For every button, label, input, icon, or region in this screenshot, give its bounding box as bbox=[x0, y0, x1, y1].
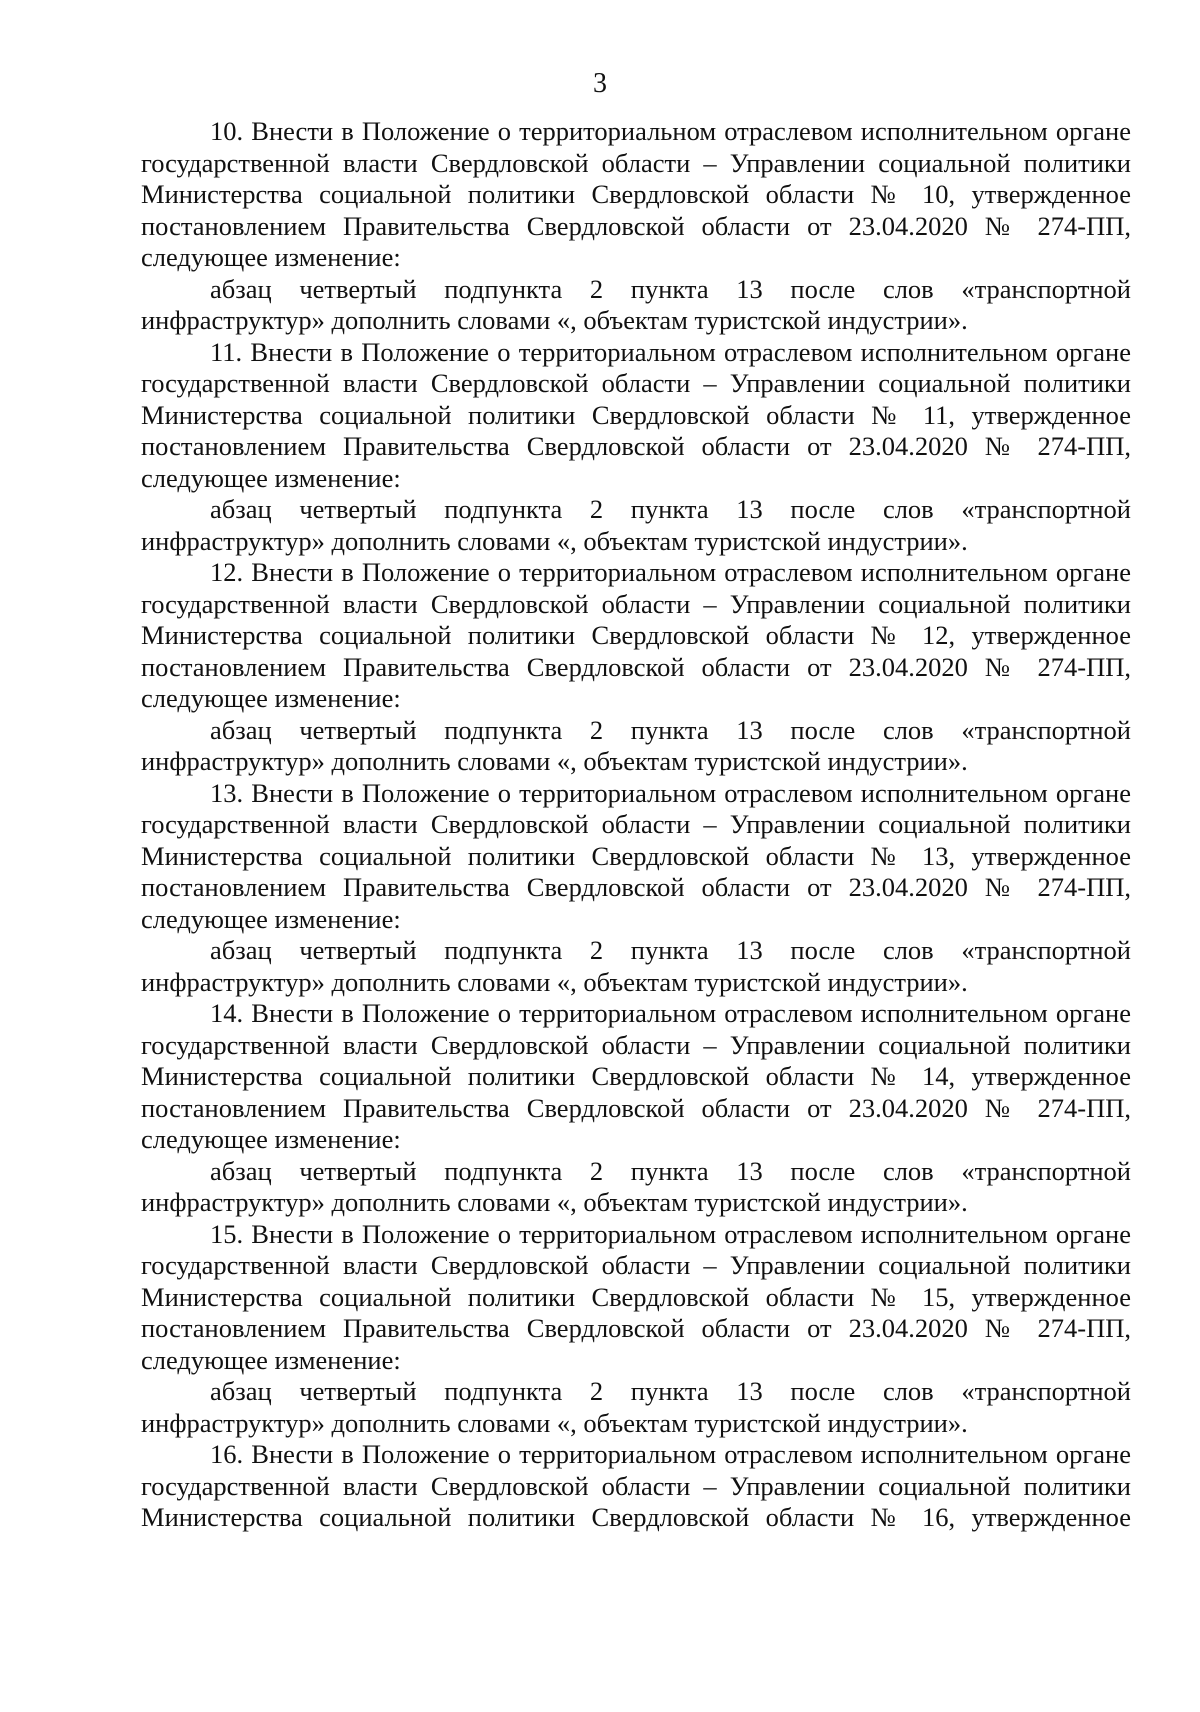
document-line: следующее изменение: bbox=[141, 462, 401, 493]
document-line: постановлением Правительства Свердловской области от 23.04.2020 № 274-ПП, bbox=[141, 872, 1131, 902]
document-line: государственной власти Свердловской области – Управлении социальной политики bbox=[141, 809, 1131, 839]
document-line: 10. Внести в Положение о территориальном отраслевом исполнительном органе bbox=[210, 116, 1131, 146]
document-line: Министерства социальной политики Свердловской области № 15, утвержденное bbox=[141, 1281, 1131, 1312]
document-line: инфраструктур» дополнить словами «, объектам туристской индустрии». bbox=[141, 1187, 968, 1217]
document-line: следующее изменение: bbox=[141, 903, 401, 934]
document-line: абзац четвертый подпункта 2 пункта 13 после слов «транспортной bbox=[210, 494, 1131, 524]
document-line: 12. Внести в Положение о территориальном отраслевом исполнительном органе bbox=[210, 557, 1131, 587]
document-line: абзац четвертый подпункта 2 пункта 13 после слов «транспортной bbox=[210, 1155, 1131, 1186]
document-line: следующее изменение: bbox=[141, 1124, 401, 1154]
document-line: государственной власти Свердловской области – Управлении социальной политики bbox=[141, 147, 1131, 178]
document-line: постановлением Правительства Свердловской области от 23.04.2020 № 274-ПП, bbox=[141, 1313, 1131, 1343]
document-line: постановлением Правительства Свердловской области от 23.04.2020 № 274-ПП, bbox=[141, 210, 1131, 241]
document-line: инфраструктур» дополнить словами «, объектам туристской индустрии». bbox=[141, 305, 968, 335]
document-line: абзац четвертый подпункта 2 пункта 13 после слов «транспортной bbox=[210, 935, 1131, 965]
document-line: Министерства социальной политики Свердловской области № 10, утвержденное bbox=[141, 179, 1131, 209]
document-line: постановлением Правительства Свердловской области от 23.04.2020 № 274-ПП, bbox=[141, 1092, 1131, 1123]
document-line: государственной власти Свердловской области – Управлении социальной политики bbox=[141, 1029, 1131, 1060]
document-line: постановлением Правительства Свердловской области от 23.04.2020 № 274-ПП, bbox=[141, 431, 1131, 461]
document-line: постановлением Правительства Свердловской области от 23.04.2020 № 274-ПП, bbox=[141, 651, 1131, 682]
document-line: Министерства социальной политики Свердловской области № 12, утвержденное bbox=[141, 620, 1131, 650]
document-line: следующее изменение: bbox=[141, 683, 401, 713]
document-line: абзац четвертый подпункта 2 пункта 13 после слов «транспортной bbox=[210, 714, 1131, 745]
document-line: 13. Внести в Положение о территориальном отраслевом исполнительном органе bbox=[210, 777, 1131, 808]
document-line: 16. Внести в Положение о территориальном отраслевом исполнительном органе bbox=[210, 1439, 1131, 1469]
document-line: инфраструктур» дополнить словами «, объектам туристской индустрии». bbox=[141, 1407, 968, 1438]
document-line: инфраструктур» дополнить словами «, объектам туристской индустрии». bbox=[141, 525, 968, 556]
document-line: следующее изменение: bbox=[141, 1344, 401, 1375]
document-line: Министерства социальной политики Свердловской области № 11, утвержденное bbox=[141, 399, 1131, 430]
document-line: инфраструктур» дополнить словами «, объектам туристской индустрии». bbox=[141, 966, 968, 997]
document-line: 11. Внести в Положение о территориальном отраслевом исполнительном органе bbox=[210, 336, 1131, 367]
document-line: государственной власти Свердловской области – Управлении социальной политики bbox=[141, 1250, 1131, 1280]
document-line: Министерства социальной политики Свердловской области № 13, утвержденное bbox=[141, 840, 1131, 871]
document-line: 15. Внести в Положение о территориальном отраслевом исполнительном органе bbox=[210, 1218, 1131, 1249]
document-line: государственной власти Свердловской области – Управлении социальной политики bbox=[141, 1470, 1131, 1501]
document-line: абзац четвертый подпункта 2 пункта 13 после слов «транспортной bbox=[210, 273, 1131, 304]
document-body bbox=[141, 116, 1131, 1534]
document-line: абзац четвертый подпункта 2 пункта 13 после слов «транспортной bbox=[210, 1376, 1131, 1406]
document-line: государственной власти Свердловской области – Управлении социальной политики bbox=[141, 588, 1131, 619]
document-line: 14. Внести в Положение о территориальном отраслевом исполнительном органе bbox=[210, 998, 1131, 1028]
page-number: 3 bbox=[593, 68, 607, 99]
document-line: следующее изменение: bbox=[141, 242, 401, 272]
document-line: инфраструктур» дополнить словами «, объектам туристской индустрии». bbox=[141, 746, 968, 776]
document-line: Министерства социальной политики Свердловской области № 14, утвержденное bbox=[141, 1061, 1131, 1091]
document-line: государственной власти Свердловской области – Управлении социальной политики bbox=[141, 368, 1131, 398]
document-line: Министерства социальной политики Свердловской области № 16, утвержденное bbox=[141, 1502, 1131, 1532]
